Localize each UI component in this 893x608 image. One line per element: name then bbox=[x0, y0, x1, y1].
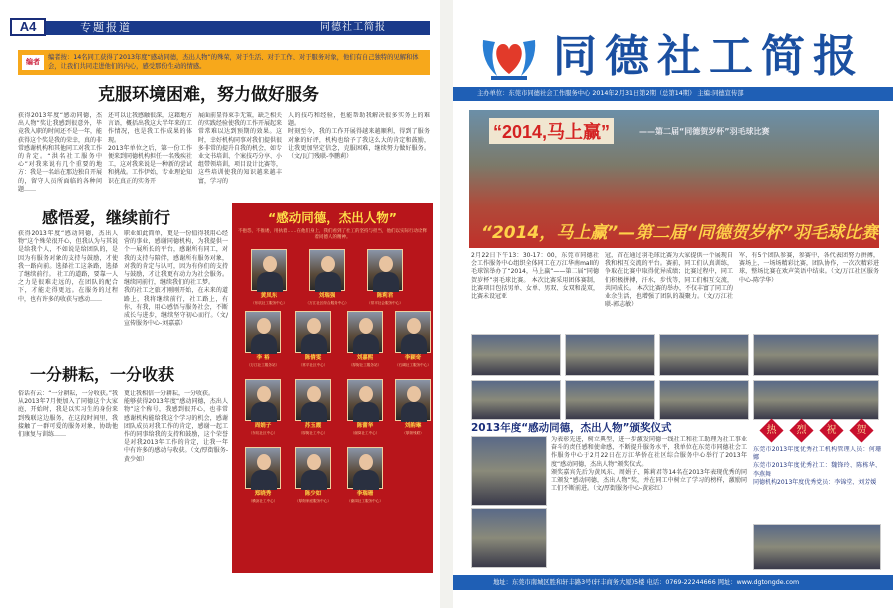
person-photo bbox=[347, 311, 383, 353]
column-name: 专题报道 bbox=[80, 21, 132, 34]
person-photo bbox=[295, 447, 331, 489]
article1-col2: 还可以让我感触很深，这籍地方言语，概括出我这大半年来的工作情况，也是我工作成果的体现。 2013年单位之后，第一份工作便来到同德机构担任一名残疾社工，这对我来说是一种新的尝试和挑战。工作伊始，专业理论知识在真正的实务开 bbox=[108, 112, 192, 185]
badminton-col3: 冠，首在通过羽毛球比赛为大家提供一个展现自我和相互交流的平台。赛前，同工们认真训练，争取在比赛中取得优异成绩；比赛过程中，同工们积极拼搏，汗水，步伐等，同工们相互交流，共同成长。 本次比赛的举办，不仅丰富了同工的业余生活，也增强了团队的凝聚力。（文/万江社联-郭志敏） bbox=[605, 252, 733, 309]
photo-banner-bottom: “2014，马上赢”—第二届“同德贺岁杯”羽毛球比赛 bbox=[481, 223, 879, 243]
award-text: 为表彰先进，树立典型，进一步激发同德一线社工和社工助理为社工事业奋斗的责任感和使命感，不断提升服务水平，我单位在东莞市同德社会工作服务中心于2月22日在万江华侨在社区综合服务中心举行了2013年度“感动同德，杰出人物”颁奖仪式。 颁奖嘉宾先后为黄凤东、周娟子、陈莉君等14名在2013年表现优秀的同工颁发“感动同德，杰出人物”奖，并在同工中树立了学习的榜样，激励同工们不断前进。（文/厚街服务中心-黄彩红） bbox=[551, 436, 747, 493]
match-photo bbox=[659, 334, 749, 376]
person-name: 郑晓秀 bbox=[254, 491, 272, 497]
award-winners: 东莞市2013年度优秀社工机构管理人员：何珊娜 东莞市2013年度优秀社工：魏锋玲、陈栋华、李燕舞 同德机构2013年度优秀党员：李锦堂、刘芳媛 bbox=[753, 446, 881, 486]
person-photo bbox=[295, 379, 331, 421]
person-role: （厚街社工中心） bbox=[298, 431, 328, 435]
congrats-badges bbox=[753, 420, 883, 440]
person-photo bbox=[245, 311, 281, 353]
article3-col2: 更让我相信一分耕耘，一分收获。 能够获得2013年度“感动同德，杰出人物”这个称号，我感到很开心，也非常感谢机构能给我这个学习的机会，感谢团队成员对我工作的肯定，感谢一起工作的同事给我的支持和鼓励，这个荣誉是对我2013年工作的肯定，让我一年中有许多的感动与收获。（文/厚街服务-黄少如） bbox=[124, 390, 228, 463]
person-name: 李颖奇 bbox=[404, 355, 422, 361]
award-title: 2013年度“感动同德，杰出人物”颁奖仪式 bbox=[471, 422, 672, 434]
person-photo bbox=[309, 249, 345, 291]
person-role: （谢岗社工中心） bbox=[350, 431, 380, 435]
congrats-badge: 贺 bbox=[849, 418, 873, 442]
match-photo bbox=[565, 380, 655, 420]
article1-title: 克服环境困难，努力做好服务 bbox=[98, 85, 319, 105]
match-photo bbox=[659, 380, 749, 420]
article1-col4: 人的技巧和经验，也能帮助我解决很多实务上的难题。 时刻至今，我的工作开展得越来越顺利，得到了服务对象的好评，机构也给予了我这么大的肯定和鼓励，让我更加坚定信念，克服困难，继续努力做好服务。（文/瓦门残联-李鹏莉） bbox=[288, 112, 430, 161]
person-name: 刘嘉熙 bbox=[356, 355, 374, 361]
article2-col2: 职业如此简单，更是一份值得我用心经营的事业，感谢同德机构，为我提供一个一展所长的平台，感谢所有同工，对我的支持与陪伴，感谢所有服务对象，对我的肯定与认可，因为有你们的支持与鼓励，才让我更有动力为社会服务。继续同前行，继续我们的社工梦。 我的社工之旅才刚刚开始，在未来的道路上，我将继续前行，社工路上，有你，有我，用心感悟与服务社会，不断成长与进步，继续坚守初心而行。（文/宣传服务中心-刘嘉嘉） bbox=[124, 230, 228, 328]
editor-note-text: 编者按：14名同工获得了2013年度“感动同德，杰出人物”的殊荣，对于生活、对于工作、对于服务对象，他们有自己独特的见解和体会，让我们共同走进他们的内心，感受那份生动的情感。 bbox=[48, 54, 419, 70]
person-name: 陈少如 bbox=[304, 491, 322, 497]
person-photo bbox=[347, 447, 383, 489]
honor-box-title: “感动同德，杰出人物” bbox=[268, 210, 397, 225]
article2-title: 感悟爱，继续前行 bbox=[42, 208, 171, 227]
person-role: （厚街社工服务站） bbox=[348, 363, 382, 367]
match-photo bbox=[565, 334, 655, 376]
person-name: 苏玉霞 bbox=[304, 423, 322, 429]
person-role: （横沥社工中心） bbox=[248, 499, 278, 503]
person-role: （厚街残联） bbox=[402, 431, 424, 435]
editor-note bbox=[18, 50, 430, 75]
photo-banner-subtitle: ——第二届“同德贺岁杯”羽毛球比赛 bbox=[639, 127, 770, 136]
congrats-badge: 祝 bbox=[819, 418, 843, 442]
person-role: （万江社区综合服务中心） bbox=[305, 301, 349, 305]
match-photo bbox=[471, 334, 561, 376]
masthead-info: 主办单位：东莞市同德社会工作服务中心 2014年2月31日第2期（总第14期） 主编:同德宣传部 bbox=[453, 87, 893, 101]
award-ceremony-photo bbox=[753, 524, 881, 570]
person-name: 周娟子 bbox=[254, 423, 272, 429]
article3-col1: 俗话有云：“一分耕耘，一分收获。”我从2013年7月便加入了同德这个大家庭，开始时，我是以实习生的身份来到残联这边服务，在这段时间里，我接触了一群可爱的服务对象，协助他们康复与训练…… bbox=[18, 390, 118, 439]
person-photo bbox=[347, 379, 383, 421]
article2-col1: 获得2013年度“感动同德，杰出人物”这个殊荣很开心，但我认为与其说是给我个人，不如说是给团队的，是因为有服务对象的支持与鼓励，才使我一路向前。选择社工这条路，选择了继续前行。 社工的道路，要靠一人之力是很难走远的，在团队的配合下，才能走得更远。在服务的过程中，也有许多的收获与感动…… bbox=[18, 230, 118, 303]
person-name: 黄凤东 bbox=[260, 293, 278, 299]
person-name: 陈蕾华 bbox=[356, 423, 374, 429]
person-role: （石碣社工服务中心） bbox=[395, 363, 431, 367]
header-paper-name: 同德社工简报 bbox=[320, 22, 386, 33]
person-name: 陈莉君 bbox=[376, 293, 394, 299]
person-photo bbox=[395, 311, 431, 353]
person-role: （厚街家庭服务中心） bbox=[295, 499, 331, 503]
match-photo bbox=[471, 380, 561, 420]
badminton-col2: 军，有5个团队参赛，参赛中，各代表团努力拼搏，赛场上，一场场精彩比赛，团队协作，一次次精彩进球，整场比赛在欢声笑语中结束。（文/万江社区服务中心-陈学华） bbox=[739, 252, 879, 284]
badminton-col1: 2月22日下午13：30-17：00，东莞市同德社会工作服务中心组织全体同工在万江华南mall的毛球馆举办了“2014，马上赢”——第二届“同德贺岁杯”羽毛球比赛。 本次比赛采用团体赛制，比赛项目包括男单、女单、男双、女双和混双，比赛未设冠亚 bbox=[471, 252, 599, 301]
honor-box-subtitle: 不抱怨，不推诿，用执着……在他们身上，我们看到了社工的坚持与担当，他们以实际行动诠释着同德人的精神。 bbox=[238, 229, 427, 240]
page-header bbox=[0, 0, 440, 44]
award-photo bbox=[471, 436, 547, 506]
person-role: （常平社会服务中心） bbox=[367, 301, 403, 305]
person-photo bbox=[395, 379, 431, 421]
person-role: （万江社工服务站） bbox=[246, 363, 280, 367]
tongde-logo bbox=[477, 32, 541, 84]
match-photo bbox=[753, 334, 879, 376]
page-a4 bbox=[0, 0, 440, 608]
person-role: （东坑社区中心） bbox=[248, 431, 278, 435]
photo-banner-title: “2014,马上赢” bbox=[489, 118, 614, 144]
person-role: （东坑社工服务中心） bbox=[251, 301, 287, 305]
congrats-badge: 热 bbox=[759, 418, 783, 442]
article1-col3: 展面前显得束手无策，缺乏相关的实践经验使我的工作开展起来常常难以达到预期的效果。这时，幸好机构同事对我们提供很多非常的提升自我的机会，如专业文书培训、个案技巧分享、小组带领培训，项目设计比赛等，这些培训使我的知识越来越丰富，学习的 bbox=[198, 112, 282, 185]
person-photo bbox=[251, 249, 287, 291]
person-role: （常平社区中心） bbox=[298, 363, 328, 367]
badminton-group-photo bbox=[469, 110, 879, 248]
article1-col1: 获得2013年度“感动同德，杰出人物”奖让我感到很意外，毕竟我入职的时间还不是一年，能获得这个奖是我的荣幸，真的非常感谢机构和其他同工对我工作的肯定。“洪名社工服务中心”对我来说有几个重要的地方：我是一名站在那边独自开展的，留守人员所面临的各种问题…… bbox=[18, 112, 102, 193]
page-front bbox=[453, 0, 893, 608]
footer-address: 地址：东莞市南城区胜和轩丰路3号(轩丰商务大厦)5楼 电话：0769-22244666 网址：www.dgtongde.com bbox=[453, 575, 893, 590]
honor-box bbox=[232, 203, 433, 573]
award-photo bbox=[471, 508, 547, 568]
editor-tag: 编者 bbox=[22, 55, 44, 70]
match-photo bbox=[753, 380, 879, 420]
person-photo bbox=[245, 447, 281, 489]
person-name: 刘韵琳 bbox=[404, 423, 422, 429]
person-name: 陈倩雯 bbox=[304, 355, 322, 361]
congrats-badge: 烈 bbox=[789, 418, 813, 442]
person-photo bbox=[295, 311, 331, 353]
page-number: A4 bbox=[10, 18, 46, 36]
person-role: （谢岗社工服务中心） bbox=[347, 499, 383, 503]
person-name: 李 裕 bbox=[256, 355, 270, 361]
person-photo bbox=[367, 249, 403, 291]
masthead-title: 同德社工简报 bbox=[553, 31, 865, 82]
person-name: 李瑞珊 bbox=[356, 491, 374, 497]
article3-title: 一分耕耘，一分收获 bbox=[30, 365, 175, 384]
person-photo bbox=[245, 379, 281, 421]
person-name: 刘瑞强 bbox=[318, 293, 336, 299]
